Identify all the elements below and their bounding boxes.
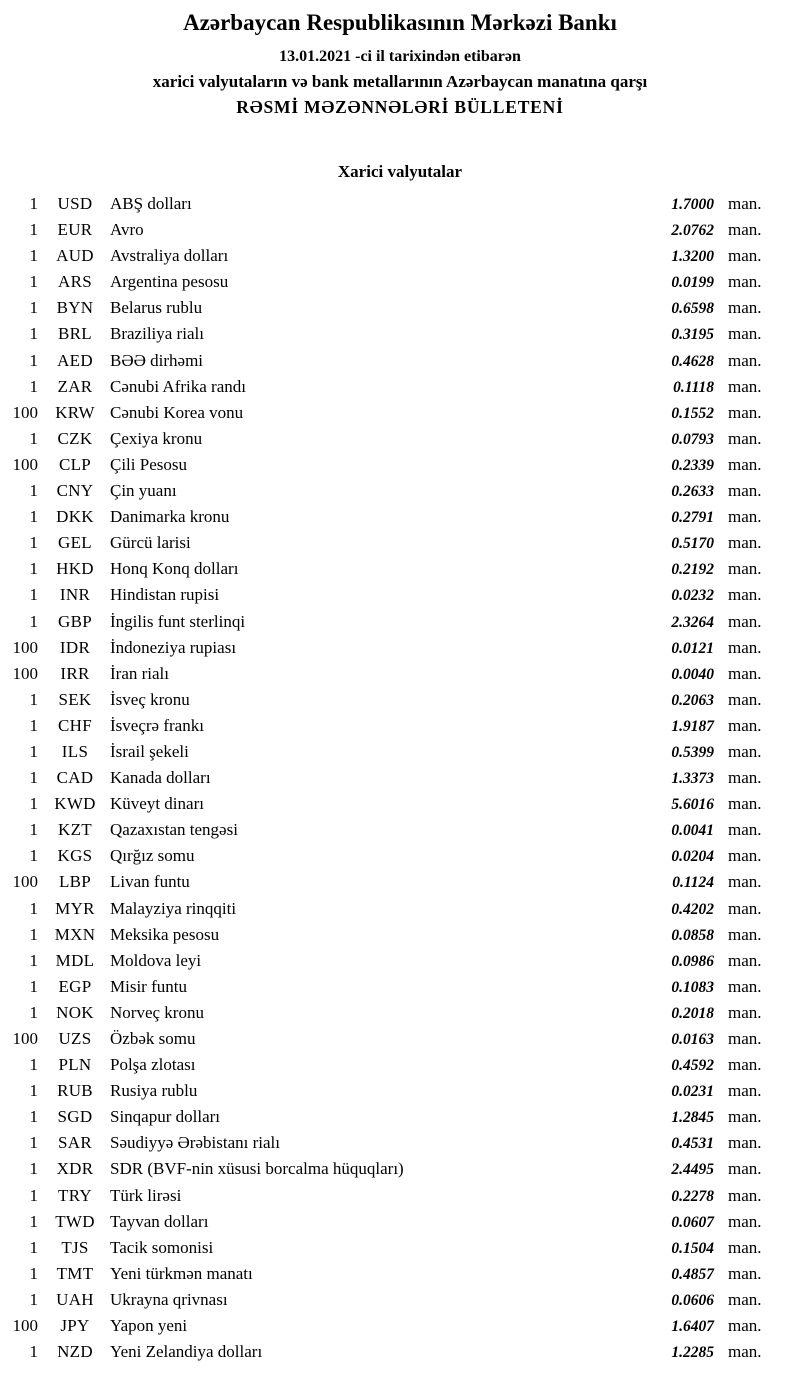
rate-row [0, 1130, 772, 1156]
rate-unit: man. [728, 663, 762, 683]
rate-value: 1.2285 [671, 1344, 714, 1362]
rate-unit: man. [728, 924, 762, 944]
rate-unit: man. [728, 246, 762, 266]
rate-quantity: 1 [29, 976, 38, 996]
currency-name: Danimarka kronu [110, 507, 230, 527]
bank-title: Azərbaycan Respublikasının Mərkəzi Bankı [183, 10, 617, 35]
rate-quantity: 1 [29, 1055, 38, 1075]
currency-code: JPY [60, 1316, 90, 1336]
currency-code: ILS [61, 741, 89, 761]
rate-unit: man. [728, 846, 762, 866]
rate-value: 0.1552 [671, 404, 714, 422]
rate-quantity: 1 [29, 350, 38, 370]
rate-row [0, 1104, 772, 1130]
rate-row [0, 243, 772, 269]
rate-quantity: 1 [29, 1133, 38, 1153]
rate-value: 0.5170 [671, 535, 714, 553]
rate-quantity: 1 [29, 820, 38, 840]
currency-code: NZD [57, 1342, 93, 1362]
rate-unit: man. [728, 689, 762, 709]
rate-row [0, 791, 772, 817]
rate-value: 0.0231 [671, 1083, 714, 1101]
rate-quantity: 1 [29, 1081, 38, 1101]
rate-row [0, 609, 772, 635]
currency-code: MDL [55, 950, 95, 970]
rate-unit: man. [728, 533, 762, 553]
currency-name: Moldova leyi [110, 950, 202, 970]
rate-row [0, 321, 772, 347]
rate-unit: man. [728, 559, 762, 579]
rate-value: 5.6016 [671, 796, 714, 814]
currency-code: IRR [60, 663, 90, 683]
rate-quantity: 1 [29, 1211, 38, 1231]
rate-value: 0.2633 [671, 483, 714, 501]
currency-code: DKK [56, 507, 94, 527]
rate-unit: man. [728, 1316, 762, 1336]
rate-value: 0.4531 [671, 1135, 714, 1153]
rate-value: 0.2192 [671, 561, 714, 579]
currency-name: Argentina pesosu [110, 272, 229, 292]
rate-unit: man. [728, 872, 762, 892]
rate-unit: man. [728, 1237, 762, 1257]
rate-value: 0.0986 [671, 952, 714, 970]
rate-quantity: 1 [29, 924, 38, 944]
currency-code: CNY [56, 481, 94, 501]
currency-code: UZS [58, 1029, 92, 1048]
rate-quantity: 100 [12, 1029, 38, 1048]
rate-quantity: 1 [29, 298, 38, 318]
currency-code: GBP [58, 611, 92, 631]
currency-name: Çili Pesosu [110, 454, 187, 474]
currency-name: BƏƏ dirhəmi [110, 350, 204, 370]
currency-name: Gürcü larisi [110, 533, 191, 553]
rate-unit: man. [728, 1081, 762, 1101]
currency-name: Küveyt dinarı [110, 794, 204, 814]
currency-name: Yeni türkmən manatı [110, 1263, 253, 1283]
currency-code: USD [57, 194, 93, 213]
currency-code: EUR [57, 220, 93, 240]
currency-name: Honq Konq dolları [110, 559, 239, 579]
rate-row [0, 1287, 772, 1313]
currency-code: SAR [58, 1133, 92, 1153]
rate-value: 1.7000 [671, 196, 714, 213]
rate-value: 1.9187 [671, 717, 714, 735]
rate-unit: man. [728, 428, 762, 448]
currency-code: EGP [58, 976, 92, 996]
currency-code: TJS [61, 1237, 89, 1257]
currency-code: TRY [58, 1185, 92, 1205]
rate-quantity: 1 [29, 481, 38, 501]
rate-unit: man. [728, 1055, 762, 1075]
rate-unit: man. [728, 950, 762, 970]
currency-name: Misir funtu [110, 976, 187, 996]
currency-name: Qazaxıstan tengəsi [110, 820, 238, 840]
rate-value: 0.5399 [671, 743, 714, 761]
currency-code: BRL [58, 324, 92, 344]
rate-unit: man. [728, 1159, 762, 1179]
rate-value: 0.0121 [671, 639, 714, 657]
currency-code: TWD [55, 1211, 95, 1231]
rate-value: 2.4495 [671, 1161, 714, 1179]
rate-value: 0.1118 [673, 378, 714, 396]
currency-name: Ukrayna qrivnası [110, 1289, 228, 1309]
rate-value: 0.2278 [671, 1187, 714, 1205]
rate-unit: man. [728, 298, 762, 318]
currency-code: KWD [54, 794, 96, 814]
rate-row [0, 687, 772, 713]
rate-value: 0.4202 [671, 900, 714, 918]
rate-row [0, 1235, 772, 1261]
rate-row [0, 661, 772, 687]
rate-row [0, 348, 772, 374]
rate-value: 0.1504 [671, 1239, 714, 1257]
rate-row [0, 1000, 772, 1026]
rate-unit: man. [728, 611, 762, 631]
currency-code: TMT [56, 1263, 94, 1283]
currency-name: Yeni Zelandiya dolları [110, 1342, 263, 1362]
rate-row [0, 869, 772, 895]
rate-value: 2.3264 [671, 613, 714, 631]
currency-name: Kanada dolları [110, 768, 211, 788]
rate-unit: man. [728, 794, 762, 814]
rate-row [0, 504, 772, 530]
rate-unit: man. [728, 768, 762, 788]
rate-row [0, 843, 772, 869]
rate-unit: man. [728, 585, 762, 605]
rate-quantity: 1 [29, 846, 38, 866]
rate-unit: man. [728, 820, 762, 840]
rate-unit: man. [728, 1107, 762, 1127]
rate-value: 0.2063 [671, 691, 714, 709]
rate-row [0, 269, 772, 295]
currency-code: KZT [58, 820, 92, 840]
rate-quantity: 1 [29, 1185, 38, 1205]
currency-code: SGD [57, 1107, 93, 1127]
currency-code: KGS [57, 846, 93, 866]
rate-quantity: 1 [29, 376, 38, 396]
rate-value: 0.0606 [671, 1291, 714, 1309]
rate-unit: man. [728, 507, 762, 527]
rate-row [0, 1052, 772, 1078]
currency-code: LBP [58, 872, 92, 892]
rate-value: 0.0607 [671, 1213, 714, 1231]
rate-row [0, 713, 772, 739]
currency-name: SDR (BVF-nin xüsusi borcalma hüquqları) [110, 1159, 404, 1179]
currency-code: AED [57, 350, 93, 370]
currency-name: Qırğız somu [110, 846, 195, 866]
currency-name: İngilis funt sterlinqi [110, 611, 246, 631]
rate-value: 0.4628 [671, 352, 714, 370]
rate-quantity: 1 [29, 194, 38, 213]
currency-name: Polşa zlotası [110, 1055, 196, 1075]
rate-unit: man. [728, 350, 762, 370]
bulletin-title: RƏSMİ MƏZƏNNƏLƏRİ BÜLLETENİ [236, 97, 564, 117]
rate-unit: man. [728, 376, 762, 396]
currency-code: GEL [58, 533, 92, 553]
currency-code: RUB [57, 1081, 93, 1101]
rate-quantity: 1 [29, 559, 38, 579]
currency-name: Tayvan dolları [110, 1211, 209, 1231]
rate-quantity: 1 [29, 794, 38, 814]
rate-quantity: 1 [29, 715, 38, 735]
currency-code: ARS [58, 272, 92, 292]
rate-value: 1.2845 [671, 1109, 714, 1127]
rate-unit: man. [728, 898, 762, 918]
currency-code: INR [59, 585, 91, 605]
rate-unit: man. [728, 1342, 762, 1362]
rate-unit: man. [728, 454, 762, 474]
rate-value: 0.2791 [671, 509, 714, 527]
rate-row [0, 817, 772, 843]
rate-value: 0.0204 [671, 848, 714, 866]
currency-code: MXN [54, 924, 96, 944]
currency-name: İsrail şekeli [110, 741, 189, 761]
rate-unit: man. [728, 402, 762, 422]
currency-name: Hindistan rupisi [110, 585, 220, 605]
rate-value: 1.3200 [671, 248, 714, 266]
rate-unit: man. [728, 1029, 762, 1048]
currency-name: Tacik somonisi [110, 1237, 214, 1257]
rate-value: 1.3373 [671, 770, 714, 788]
rate-unit: man. [728, 1002, 762, 1022]
currency-name: Yapon yeni [110, 1316, 188, 1336]
currency-name: Türk lirəsi [110, 1185, 182, 1205]
rate-unit: man. [728, 637, 762, 657]
rate-quantity: 1 [29, 1342, 38, 1362]
rate-quantity: 100 [12, 663, 38, 683]
currency-name: Norveç kronu [110, 1002, 204, 1022]
rate-quantity: 1 [29, 428, 38, 448]
rate-unit: man. [728, 324, 762, 344]
currency-name: Çin yuanı [110, 481, 177, 501]
currency-code: MYR [55, 898, 95, 918]
rate-quantity: 1 [29, 741, 38, 761]
rate-row [0, 217, 772, 243]
rate-quantity: 1 [29, 898, 38, 918]
rate-value: 0.0163 [671, 1031, 714, 1048]
currency-name: İran rialı [110, 663, 169, 683]
currency-name: Özbək somu [110, 1029, 196, 1048]
rate-unit: man. [728, 220, 762, 240]
rate-quantity: 1 [29, 533, 38, 553]
rate-quantity: 1 [29, 1159, 38, 1179]
currency-name: Meksika pesosu [110, 924, 220, 944]
currency-name: Belarus rublu [110, 298, 203, 318]
rate-row [0, 1156, 772, 1182]
rate-row [0, 582, 772, 608]
currency-name: Malayziya rinqqiti [110, 898, 237, 918]
rate-row [0, 1339, 772, 1365]
rate-quantity: 1 [29, 1263, 38, 1283]
rate-row [0, 1209, 772, 1235]
rate-row [0, 948, 772, 974]
currency-code: BYN [56, 298, 94, 318]
currency-name: Livan funtu [110, 872, 190, 892]
rate-value: 0.0858 [671, 926, 714, 944]
rate-quantity: 1 [29, 585, 38, 605]
rate-row [0, 374, 772, 400]
rate-row [0, 452, 772, 478]
currency-code: HKD [56, 559, 94, 579]
rate-value: 0.6598 [671, 300, 714, 318]
rate-row [0, 635, 772, 661]
rate-row [0, 295, 772, 321]
rate-unit: man. [728, 715, 762, 735]
rate-value: 0.2018 [671, 1004, 714, 1022]
currency-code: CLP [58, 454, 92, 474]
rate-value: 0.0040 [671, 665, 714, 683]
rate-value: 0.0232 [671, 587, 714, 605]
rate-value: 0.4857 [671, 1265, 714, 1283]
rate-row [0, 400, 772, 426]
currency-code: PLN [58, 1055, 92, 1075]
rate-row [0, 974, 772, 1000]
rate-row [0, 1183, 772, 1209]
currency-code: NOK [56, 1002, 94, 1022]
rate-row [0, 1078, 772, 1104]
currency-name: İsveçrə frankı [110, 715, 204, 735]
rate-quantity: 1 [29, 768, 38, 788]
rate-quantity: 1 [29, 324, 38, 344]
currency-code: CZK [57, 428, 93, 448]
rate-value: 0.3195 [671, 326, 714, 344]
currency-name: Avro [110, 220, 144, 240]
rate-unit: man. [728, 1185, 762, 1205]
currency-name: İsveç kronu [110, 689, 190, 709]
currency-code: CHF [58, 715, 92, 735]
currency-code: ZAR [57, 376, 93, 396]
currency-code: SEK [58, 689, 92, 709]
currency-name: Səudiyyə Ərəbistanı rialı [110, 1133, 280, 1153]
rate-unit: man. [728, 741, 762, 761]
rate-quantity: 1 [29, 272, 38, 292]
currency-code: IDR [59, 637, 91, 657]
rate-value: 0.0793 [671, 430, 714, 448]
rate-quantity: 1 [29, 689, 38, 709]
currency-code: UAH [56, 1289, 94, 1309]
rate-row [0, 556, 772, 582]
rate-value: 0.2339 [671, 456, 714, 474]
currency-code: KRW [55, 402, 95, 422]
rate-quantity: 100 [12, 1316, 38, 1336]
currency-name: Braziliya rialı [110, 324, 204, 344]
currency-name: Avstraliya dolları [110, 246, 229, 266]
rate-value: 0.1124 [672, 874, 714, 892]
rate-value: 0.1083 [671, 978, 714, 996]
section-heading-foreign-currencies: Xarici valyutalar [337, 162, 463, 181]
rate-value: 2.0762 [671, 222, 714, 240]
rate-quantity: 1 [29, 1107, 38, 1127]
rate-row [0, 765, 772, 791]
rate-value: 0.0199 [671, 274, 714, 292]
rate-quantity: 1 [29, 220, 38, 240]
rates-table [0, 191, 800, 1365]
rate-quantity: 1 [29, 1237, 38, 1257]
rate-value: 1.6407 [671, 1318, 714, 1336]
rate-unit: man. [728, 1133, 762, 1153]
rate-unit: man. [728, 1211, 762, 1231]
currency-name: Cənubi Afrika randı [110, 376, 246, 396]
rate-row [0, 530, 772, 556]
subtitle-line: xarici valyutaların və bank metallarının Azərbaycan manatına qarşı [152, 72, 648, 91]
currency-name: Rusiya rublu [110, 1081, 198, 1101]
rate-unit: man. [728, 194, 762, 213]
rate-row [0, 191, 772, 217]
rate-quantity: 1 [29, 507, 38, 527]
currency-code: AUD [56, 246, 94, 266]
currency-code: XDR [56, 1159, 94, 1179]
rate-row [0, 426, 772, 452]
rate-unit: man. [728, 1289, 762, 1309]
rate-quantity: 1 [29, 611, 38, 631]
rate-quantity: 1 [29, 950, 38, 970]
rate-row [0, 739, 772, 765]
currency-name: İndoneziya rupiası [110, 637, 237, 657]
currency-name: Sinqapur dolları [110, 1107, 221, 1127]
rate-value: 0.4592 [671, 1057, 714, 1075]
rate-row [0, 1261, 772, 1287]
effective-date-line: 13.01.2021 -ci il tarixindən etibarən [279, 48, 521, 65]
rate-quantity: 1 [29, 1289, 38, 1309]
currency-name: Çexiya kronu [110, 428, 203, 448]
rate-quantity: 100 [12, 402, 38, 422]
bulletin-header [0, 0, 800, 118]
rate-row [0, 1313, 772, 1339]
rate-row [0, 1026, 772, 1052]
rate-unit: man. [728, 976, 762, 996]
currency-name: Cənubi Korea vonu [110, 402, 244, 422]
rate-quantity: 1 [29, 246, 38, 266]
rate-quantity: 1 [29, 1002, 38, 1022]
currency-code: CAD [56, 768, 94, 788]
rate-row [0, 896, 772, 922]
rate-row [0, 922, 772, 948]
rate-quantity: 100 [12, 454, 38, 474]
currency-name: ABŞ dolları [110, 194, 192, 213]
rate-unit: man. [728, 1263, 762, 1283]
rate-row [0, 478, 772, 504]
rate-quantity: 100 [12, 872, 38, 892]
rate-unit: man. [728, 481, 762, 501]
rate-value: 0.0041 [671, 822, 714, 840]
rate-quantity: 100 [12, 637, 38, 657]
rate-unit: man. [728, 272, 762, 292]
